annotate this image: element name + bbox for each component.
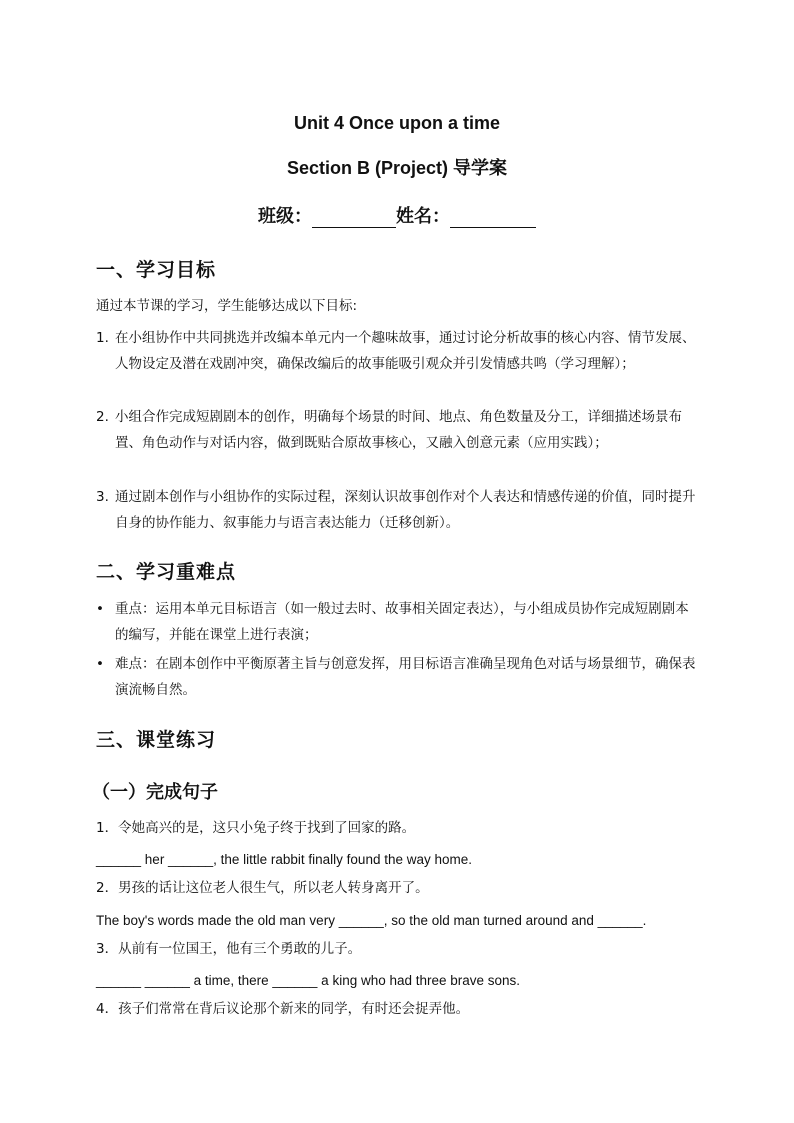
class-label: 班级： (258, 206, 312, 226)
bullet-mark: • (96, 601, 104, 617)
exercise-answer-line[interactable]: ______ her ______, the little rabbit finally found the way home. (96, 852, 473, 867)
objective-number: 1. (96, 330, 109, 346)
document-title: Unit 4 Once upon a time (293, 113, 501, 133)
key-point-text: 重点：运用本单元目标语言（如一般过去时、故事相关固定表达），与小组成员协作完成短剧剧本的编写，并能在课堂上进行表演； (115, 601, 689, 643)
section-heading-practice: 三、课堂练习 (96, 729, 217, 751)
section-heading-objectives: 一、学习目标 (96, 259, 217, 281)
objective-text: 小组合作完成短剧剧本的创作，明确每个场景的时间、地点、角色数量及分工，详细描述场景布置、角色动作与对话内容，做到既贴合原故事核心，又融入创意元素（应用实践）； (115, 409, 682, 451)
exercise-prompt: 2．男孩的话让这位老人很生气，所以老人转身离开了。 (96, 880, 429, 896)
objective-number: 2. (96, 409, 109, 425)
objective-text: 在小组协作中共同挑选并改编本单元内一个趣味故事，通过讨论分析故事的核心内容、情节发展、人物设定及潜在戏剧冲突，确保改编后的故事能吸引观众并引发情感共鸣（学习理解）； (115, 330, 696, 372)
exercise-prompt: 4．孩子们常常在背后议论那个新来的同学，有时还会捉弄他。 (96, 1001, 470, 1017)
section-heading-key-points: 二、学习重难点 (96, 561, 237, 583)
class-name-line (0, 202, 794, 228)
objective-text: 通过剧本创作与小组协作的实际过程，深刻认识故事创作对个人表达和情感传递的价值，同时提升自身的协作能力、叙事能力与语言表达能力（迁移创新）。 (115, 489, 696, 531)
class-blank[interactable] (312, 209, 396, 228)
sub-heading-complete-sentences: （一）完成句子 (92, 782, 218, 803)
bullet-mark: • (96, 656, 104, 672)
objective-number: 3. (96, 489, 109, 505)
name-blank[interactable] (450, 209, 536, 228)
exercise-answer-line[interactable]: The boy's words made the old man very ______, so the old man turned around and ______. (96, 913, 647, 928)
exercise-prompt: 1．令她高兴的是，这只小兔子终于找到了回家的路。 (96, 820, 416, 836)
difficult-point-text: 难点：在剧本创作中平衡原著主旨与创意发挥，用目标语言准确呈现角色对话与场景细节，确保表演流畅自然。 (115, 656, 696, 698)
exercise-prompt: 3．从前有一位国王，他有三个勇敢的儿子。 (96, 941, 362, 957)
exercise-answer-line[interactable]: ______ ______ a time, there ______ a king who had three brave sons. (96, 973, 521, 988)
document-subtitle: Section B (Project) 导学案 (286, 158, 508, 178)
objectives-intro: 通过本节课的学习，学生能够达成以下目标: (96, 298, 358, 314)
name-label: 姓名： (396, 206, 450, 226)
